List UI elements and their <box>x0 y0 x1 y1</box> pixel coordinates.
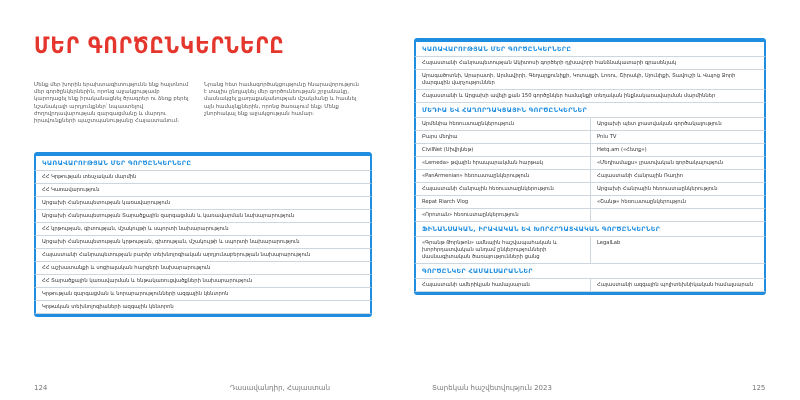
table-cell: ՀՀ աշխատանքի և սոցիալական հարցերի նախարարություն <box>42 264 211 271</box>
table-section-heading: ՄԵԴԻԱ ԵՎ ՀԱՂՈՐԴԱԿՑԱՅԻՆ ԳՈՐԾԸՆԿԵՐՆԵՐ <box>414 103 766 118</box>
table-cell: ՀՀ Տարածքային կառավարման և ենթակառուցվածքների նախարարություն <box>42 277 253 284</box>
table-cell: ՀՀ կրթության, գիտության, մշակույթի և սպորտի նախարարություն <box>42 225 229 232</box>
table-cell: Հայաստանի ամերիկյան համալսարան <box>422 281 530 288</box>
table-bottom-bar <box>34 314 372 317</box>
table-cell: Հայաստանի Հանրապետության Ակիտոսի գործերի դյխավորի հանձնակատարի գրասենյակ <box>422 59 677 66</box>
table-row <box>414 237 766 264</box>
page-number: 124 <box>34 384 48 392</box>
table-row <box>414 157 766 170</box>
table-cell: Արմենիա հեռուստաընկերություն <box>422 120 515 127</box>
table-row <box>34 210 372 223</box>
table-row <box>414 196 766 209</box>
partners-table <box>414 38 766 295</box>
government-partners-table <box>34 152 372 317</box>
table-cell: Արցախի Հանրային հեռուստաընկերություն <box>590 183 764 195</box>
table-row <box>414 170 766 183</box>
table-row <box>34 288 372 301</box>
table-cell: Բարս մեդիա <box>422 133 458 140</box>
table-cell: Արցախի Հանրապետության Տարածքային զարգացման և կառավարման նախարարություն <box>42 212 295 219</box>
table-cell: Կրթական տեխնոլոգիաների ազգային կենտրոն <box>42 303 174 310</box>
table-cell: Հայաստանի և Արցախի ավելի քան 150 գործընկեր համայնքի տեղական ինքնակառավարման մարմիններ <box>422 92 716 99</box>
table-cell: Pnlu TV <box>590 131 764 143</box>
table-row <box>34 301 372 314</box>
table-row <box>34 275 372 288</box>
table-cell: «Որոտան» հեռուստաընկերություն <box>422 211 519 218</box>
table-row <box>414 57 766 70</box>
table-section-heading: ԿԱՌԱՎԱՐՈՒԹՅԱՆ ՄԵՐ ԳՈՐԾԸՆԿԵՐՆԵՐԸ <box>34 156 372 171</box>
table-cell: Հայաստանի Հանրապետության բարձր տեխնոլոգիական արդյունաբերության նախարարություն <box>42 251 311 258</box>
table-row <box>34 249 372 262</box>
table-section-heading: ԳՈՐԾԸՆԿԵՐ ՀԱՄԱԼՍԱՐԱՆՆԵՐ <box>414 264 766 279</box>
page-title: ՄԵՐ ԳՈՐԾԸՆԿԵՐՆԵՐԸ <box>34 34 285 59</box>
table-cell: «Գրանթ Թորնթոն» ամնային հաշվապահական և խորհրդատվական անդամ ընկերությունների մասնագիտական ծառայությունների ցանց <box>422 239 558 260</box>
table-row <box>414 209 766 222</box>
table-section-heading: ԿԱՌԱՎԱՐՈՒԹՅԱՆ ՄԵՐ ԳՈՐԾԸՆԿԵՐՆԵՐԸ <box>414 42 766 57</box>
table-row <box>414 70 766 90</box>
right-page <box>400 0 800 400</box>
table-row <box>34 223 372 236</box>
table-row <box>34 197 372 210</box>
table-cell: Արցախի պետ լրատվական գործակալություն <box>590 118 764 130</box>
table-cell: Հայաստանի Հանրային հեռուստաընկերություն <box>422 185 554 192</box>
table-row <box>414 131 766 144</box>
table-section-heading: ՖԻՆԱՆՍԱԿԱՆ, ԻՐԱՎԱԿԱՆ ԵՎ ԽՈՐՀՐԴԱՏՎԱԿԱՆ ԳՈՐԾԸՆԿԵՐՆԵՐ <box>414 222 766 237</box>
table-row <box>414 183 766 196</box>
intro-text-column-2: Նրանց հետ համագործակցությունը հնարավորություն է տալիս ընդլայնել մեր գործունեության շրջանակը, մասնակցել քաղաքականության մշակմանը և հասնել այն համայնքներին, որոնց ծառայում ենք։ Մենք շնորհակալ ենք աջակցության համար։ <box>204 82 359 117</box>
table-row <box>414 90 766 103</box>
table-body <box>34 171 372 314</box>
table-cell: Արագածոտնի, Արարատի, Արմավիրի, Գեղարքունիքի, Կոտայքի, Լոռու, Շիրակի, Սյունիքի, Տավուշի և Վայոց Ձորի մարզային վարչություններ <box>422 72 736 86</box>
table-row <box>414 118 766 131</box>
table-cell: ՀՀ Կրթության տեսչական մարմին <box>42 173 137 180</box>
table-cell: Հայաստանի Հանրային Ռադիո <box>590 170 764 182</box>
table-cell: Արցախի Հանրապետության կառավարություն <box>42 199 171 206</box>
table-cell: CivilNet (Սիվիլնեթ) <box>422 146 474 153</box>
table-row <box>34 236 372 249</box>
table-bottom-bar <box>414 292 766 295</box>
table-cell: «PanArmenian» հեռուստաընկերություն <box>422 172 530 179</box>
table-cell: Արցախի Հանրապետության կրթության, գիտության, մշակույթի և սպորտի նախարարություն <box>42 238 300 245</box>
table-row <box>34 184 372 197</box>
table-cell <box>590 209 764 221</box>
table-row <box>34 171 372 184</box>
table-cell: Կրթության զարգացման և նորարարությունների ազգային կենտրոն <box>42 290 229 297</box>
table-cell: LegalLab <box>590 237 764 263</box>
footer-text: Տարեկան հաշվետվություն 2023 <box>432 384 552 392</box>
table-cell: «Մեդիամաքս» լրատվական գործակալություն <box>590 157 764 169</box>
table-row <box>414 279 766 292</box>
table-cell: ՀՀ Կառավարություն <box>42 186 100 193</box>
table-cell: Repat Riarch Vlog <box>422 198 469 205</box>
table-row <box>34 262 372 275</box>
table-cell: Hetq.am («Հետք») <box>590 144 764 156</box>
table-row <box>414 144 766 157</box>
table-cell: «Շանթ» հեռուստաընկերություն <box>590 196 764 208</box>
table-cell: Հայաստանի ազգային պոլիտեխնիկական համալսարան <box>590 279 764 291</box>
footer-text: Դասավանդիր, Հայաստան <box>230 384 331 392</box>
page-number: 125 <box>752 384 766 392</box>
intro-text-column-1: Մենք մեր խորին երախտագիտությունն ենք հայտնում մեր գործընկերներին, որոնց աջակցությամբ կարողացել ենք իրականացնել ծրագրեր ու ձեռք բերել նշանակալի արդյունքներ՝ նպաստելով ժողովրդավարության զարգացմանը և մարդու իրավունքների պաշտպանությանը Հայաստանում։ <box>34 82 189 125</box>
table-sections <box>414 42 766 292</box>
table-cell: «Lemeda» թվային հրապարակման հարթակ <box>422 159 543 166</box>
